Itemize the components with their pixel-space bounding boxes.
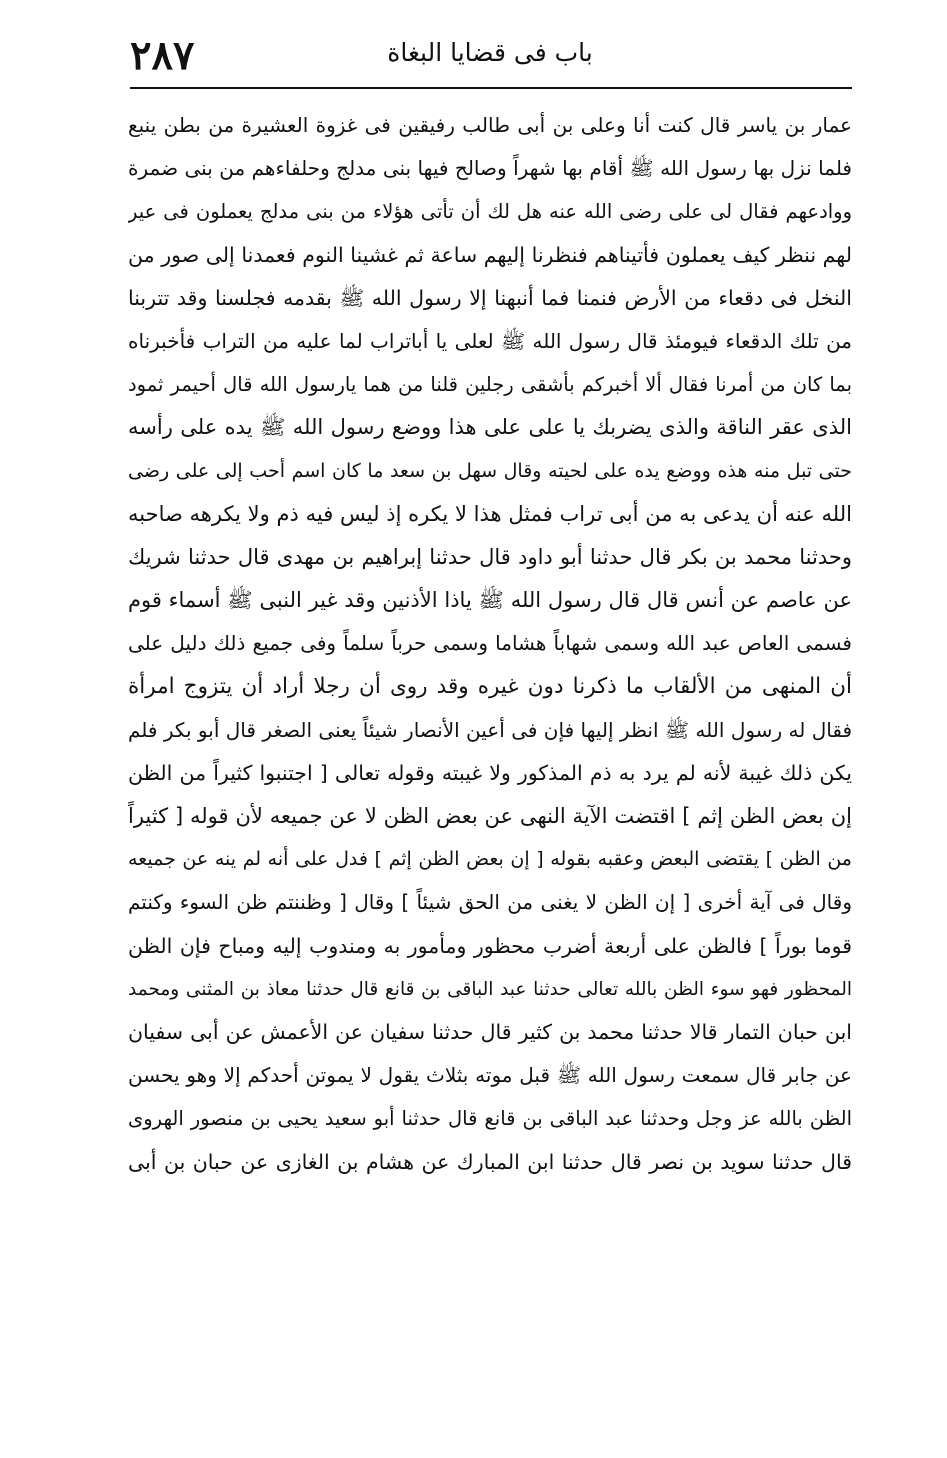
text-line: حتى تبل منه هذه ووضع يده على لحيته وقال سهل بن سعد ما كان اسم أحب إلى على رضى [128, 459, 852, 482]
text-line: الذى عقر الناقة والذى يضربك يا على على هذا ووضع رسول الله ﷺ يده على رأسه [128, 415, 852, 440]
text-line: النخل فى دقعاء من الأرض فنمنا فما أنبهنا إلا رسول الله ﷺ بقدمه فجلسنا وقد تتربنا [128, 285, 852, 310]
text-line: وحدثنا محمد بن بكر قال حدثنا أبو داود قال حدثنا إبراهيم بن مهدى قال حدثنا شريك [128, 544, 852, 569]
text-line: من الظن ] يقتضى البعض وعقبه بقوله [ إن بعض الظن إثم ] فدل على أنه لم ينه عن جميعه [128, 848, 852, 871]
text-line: من تلك الدقعاء فيومئذ قال رسول الله ﷺ لعلى يا أباتراب لما عليه من التراب فأخبرناه [128, 328, 852, 353]
text-line: المحظور فهو سوء الظن بالله تعالى حدثنا عبد الباقى بن قانع قال حدثنا معاذ بن المثنى ومحمد [128, 978, 852, 1000]
text-line: إن بعض الظن إثم ] اقتضت الآية النهى عن بعض الظن لا عن جميعه لأن قوله [ كثيراً [128, 804, 852, 828]
text-line: وقال فى آية أخرى [ إن الظن لا يغنى من الحق شيئاً ] وقال [ وظننتم ظن السوء وكنتم [128, 890, 852, 915]
text-line: لهم ننظر كيف يعملون فأتيناهم فنظرنا إليهم ساعة ثم غشينا النوم فعمدنا إلى صور من [128, 242, 852, 267]
text-line: عمار بن ياسر قال كنت أنا وعلى بن أبى طالب رفيقين فى غزوة العشيرة من بطن ينبع [128, 113, 852, 137]
text-line: يكن ذلك غيبة لأنه لم يرد به ذم المذكور ولا غيبته وقوله تعالى [ اجتنبوا كثيراً من الظن [128, 760, 852, 785]
running-title: باب فى قضايا البغاة [387, 38, 593, 67]
text-line: قال حدثنا سويد بن نصر قال حدثنا ابن المبارك عن هشام بن الغازى عن حبان بن أبى [128, 1149, 852, 1174]
text-line: فلما نزل بها رسول الله ﷺ أقام بها شهراً وصالح فيها بنى مدلج وحلفاءهم من بنى ضمرة [128, 156, 852, 181]
text-line: أن المنهى من الألقاب ما ذكرنا دون غيره وقد روى أن رجلا أراد أن يتزوج امرأة [128, 674, 852, 700]
text-line: الله عنه أن يدعى به من أبى تراب فمثل هذا لا يكره إذ ليس فيه ذم ولا يكرهه صاحبه [128, 501, 852, 526]
header-rule [130, 87, 852, 89]
body-text [128, 104, 852, 1184]
text-line: فقال له رسول الله ﷺ انظر إليها فإن فى أعين الأنصار شيئاً يعنى الصغر قال أبو بكر فلم [128, 717, 852, 742]
page-number: ٢٨٧ [130, 32, 195, 79]
text-line: ابن حبان التمار قالا حدثنا محمد بن كثير قال حدثنا سفيان عن الأعمش عن أبى سفيان [128, 1019, 852, 1044]
text-line: قوما بوراً ] فالظن على أربعة أضرب محظور ومأمور به ومندوب إليه ومباح فإن الظن [128, 933, 852, 958]
text-line: ووادعهم فقال لى على رضى الله عنه هل لك أن تأتى هؤلاء من بنى مدلج يعملون فى عير [128, 200, 852, 224]
text-line: الظن بالله عز وجل وحدثنا عبد الباقى بن قانع قال حدثنا أبو سعيد يحيى بن منصور الهروى [128, 1107, 852, 1131]
text-line: بما كان من أمرنا فقال ألا أخبركم بأشقى رجلين قلنا من هما يارسول الله قال أحيمر ثمود [128, 373, 852, 397]
page-header [130, 30, 850, 88]
text-line: عن جابر قال سمعت رسول الله ﷺ قبل موته بثلاث يقول لا يموتن أحدكم إلا وهو يحسن [128, 1063, 852, 1088]
text-line: عن عاصم عن أنس قال قال رسول الله ﷺ ياذا الأذنين وقد غير النبى ﷺ أسماء قوم [128, 588, 852, 613]
text-line: فسمى العاص عبد الله وسمى شهاباً هشاما وسمى حرباً سلماً وفى جميع ذلك دليل على [128, 631, 852, 656]
